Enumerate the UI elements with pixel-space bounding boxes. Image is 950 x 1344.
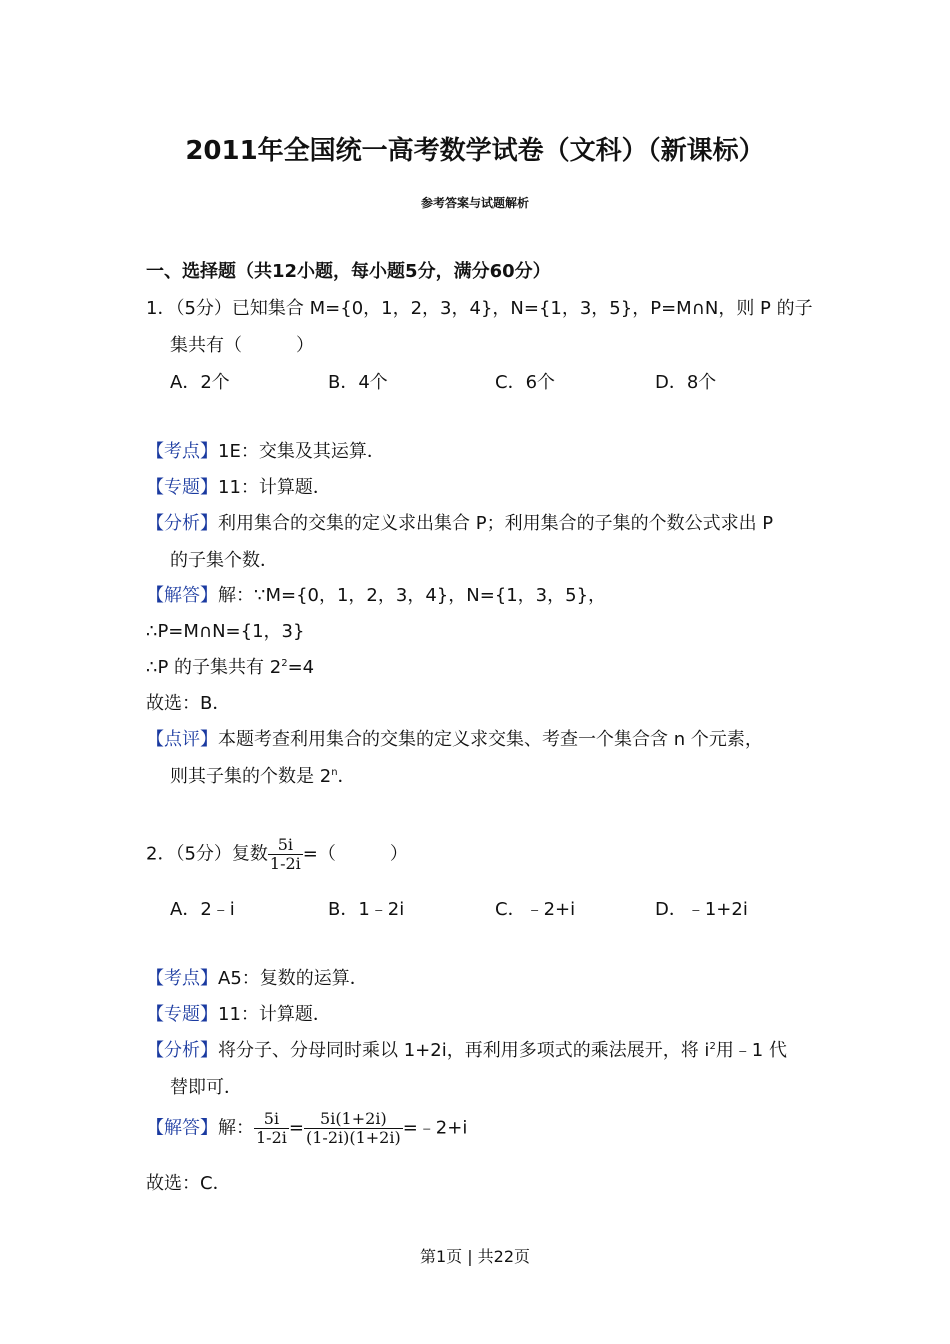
q1-fenxi-text: 利用集合的交集的定义求出集合 P；利用集合的子集的个数公式求出 P bbox=[218, 513, 774, 534]
q1-line3-pre: ∴P 的子集共有 2 bbox=[146, 657, 282, 678]
q1-option-c: C．6个 bbox=[495, 372, 556, 393]
q1-kaodian-row bbox=[146, 437, 385, 463]
q2-f2-num: 5i(1+2i) bbox=[304, 1110, 403, 1129]
q1-kaodian-text: 1E：交集及其运算． bbox=[218, 441, 385, 462]
section-heading: 一、选择题（共12小题，每小题5分，满分60分） bbox=[146, 261, 551, 282]
q1-option-b: B．4个 bbox=[328, 372, 388, 393]
q1-dianping-row bbox=[146, 725, 763, 751]
q2-fenxi-tag: 【分析】 bbox=[146, 1040, 218, 1061]
q2-option-b: B．1﹣2i bbox=[328, 899, 405, 920]
q1-solution-line3 bbox=[146, 653, 314, 679]
q2-f1-num: 5i bbox=[254, 1110, 289, 1129]
q2-stem-post: =（ ） bbox=[302, 843, 408, 865]
q2-kaodian-row bbox=[146, 964, 368, 990]
q2-result: =﹣2+i bbox=[402, 1117, 468, 1139]
q2-zhuanti-row bbox=[146, 1000, 331, 1026]
q1-jieda-text: 解：∵M={0，1，2，3，4}，N={1，3，5}， bbox=[218, 585, 607, 606]
q2-kaodian-text: A5：复数的运算． bbox=[218, 968, 368, 989]
page-title: 2011年全国统一高考数学试卷（文科）（新课标） bbox=[185, 136, 765, 166]
q1-jieda-tag: 【解答】 bbox=[146, 585, 218, 606]
q2-option-d: D．﹣1+2i bbox=[655, 899, 748, 920]
q1-dianping-tag: 【点评】 bbox=[146, 729, 218, 750]
q2-f1-den: 1-2i bbox=[256, 1128, 287, 1147]
page-subtitle: 参考答案与试题解析 bbox=[420, 196, 529, 210]
q1-line3-post: =4 bbox=[287, 657, 315, 678]
q1-option-d: D．8个 bbox=[655, 372, 717, 393]
q2-fenxi-post: 用﹣1 代 bbox=[715, 1040, 787, 1061]
q2-frac-den: 1-2i bbox=[269, 854, 301, 873]
q1-dianping-line2-sup: n bbox=[331, 767, 338, 778]
q1-kaodian-tag: 【考点】 bbox=[146, 441, 218, 462]
q1-option-a: A．2个 bbox=[170, 372, 230, 393]
q2-jieda-row bbox=[146, 1110, 467, 1147]
q2-jieda-tag: 【解答】 bbox=[146, 1117, 218, 1139]
q2-solution-frac2 bbox=[304, 1110, 403, 1147]
q2-choice: 故选：C． bbox=[146, 1173, 231, 1194]
q2-f2-den: (1-2i)(1+2i) bbox=[305, 1128, 401, 1147]
q1-fenxi-row bbox=[146, 509, 773, 535]
q2-fraction bbox=[268, 836, 303, 873]
q1-dianping-line2-post: ． bbox=[337, 766, 356, 787]
q2-option-a: A．2﹣i bbox=[170, 899, 235, 920]
q1-zhuanti-text: 11：计算题． bbox=[218, 477, 331, 498]
q2-solution-frac1 bbox=[254, 1110, 289, 1147]
q1-dianping-text: 本题考查利用集合的交集的定义求交集、考查一个集合含 n 个元素， bbox=[218, 729, 763, 750]
q2-kaodian-tag: 【考点】 bbox=[146, 968, 218, 989]
q2-fenxi-sup: 2 bbox=[709, 1041, 716, 1052]
q1-dianping-line2-pre: 则其子集的个数是 2 bbox=[170, 766, 332, 787]
q1-stem-line2: 集共有（ ） bbox=[170, 335, 314, 356]
q1-zhuanti-row bbox=[146, 473, 331, 499]
q2-fenxi-line2: 替即可． bbox=[170, 1077, 242, 1098]
page-footer: 第1页 | 共22页 bbox=[419, 1247, 531, 1266]
q1-fenxi-tag: 【分析】 bbox=[146, 513, 218, 534]
q2-zhuanti-text: 11：计算题． bbox=[218, 1004, 331, 1025]
q2-eq: = bbox=[288, 1117, 304, 1139]
q2-fenxi-pre: 将分子、分母同时乘以 1+2i，再利用多项式的乘法展开，将 i bbox=[218, 1040, 710, 1061]
q1-stem-line1: 1．（5分）已知集合 M={0，1，2，3，4}，N={1，3，5}，P=M∩N，则 P 的子 bbox=[146, 298, 813, 319]
q1-choice: 故选：B． bbox=[146, 693, 231, 714]
q1-jieda-row bbox=[146, 581, 606, 607]
q1-line3-sup: 2 bbox=[281, 658, 288, 669]
q2-zhuanti-tag: 【专题】 bbox=[146, 1004, 218, 1025]
q1-fenxi-line2: 的子集个数． bbox=[170, 550, 278, 571]
q2-fenxi-row bbox=[146, 1036, 787, 1062]
q2-frac-num: 5i bbox=[268, 836, 303, 855]
q2-option-c: C．﹣2+i bbox=[495, 899, 576, 920]
q1-zhuanti-tag: 【专题】 bbox=[146, 477, 218, 498]
q1-solution-line2: ∴P=M∩N={1，3} bbox=[146, 621, 305, 642]
q1-dianping-line2 bbox=[170, 762, 356, 788]
q2-stem bbox=[146, 836, 408, 873]
q2-stem-pre: 2．（5分）复数 bbox=[146, 843, 268, 865]
q2-jieda-pre: 解： bbox=[218, 1117, 254, 1139]
